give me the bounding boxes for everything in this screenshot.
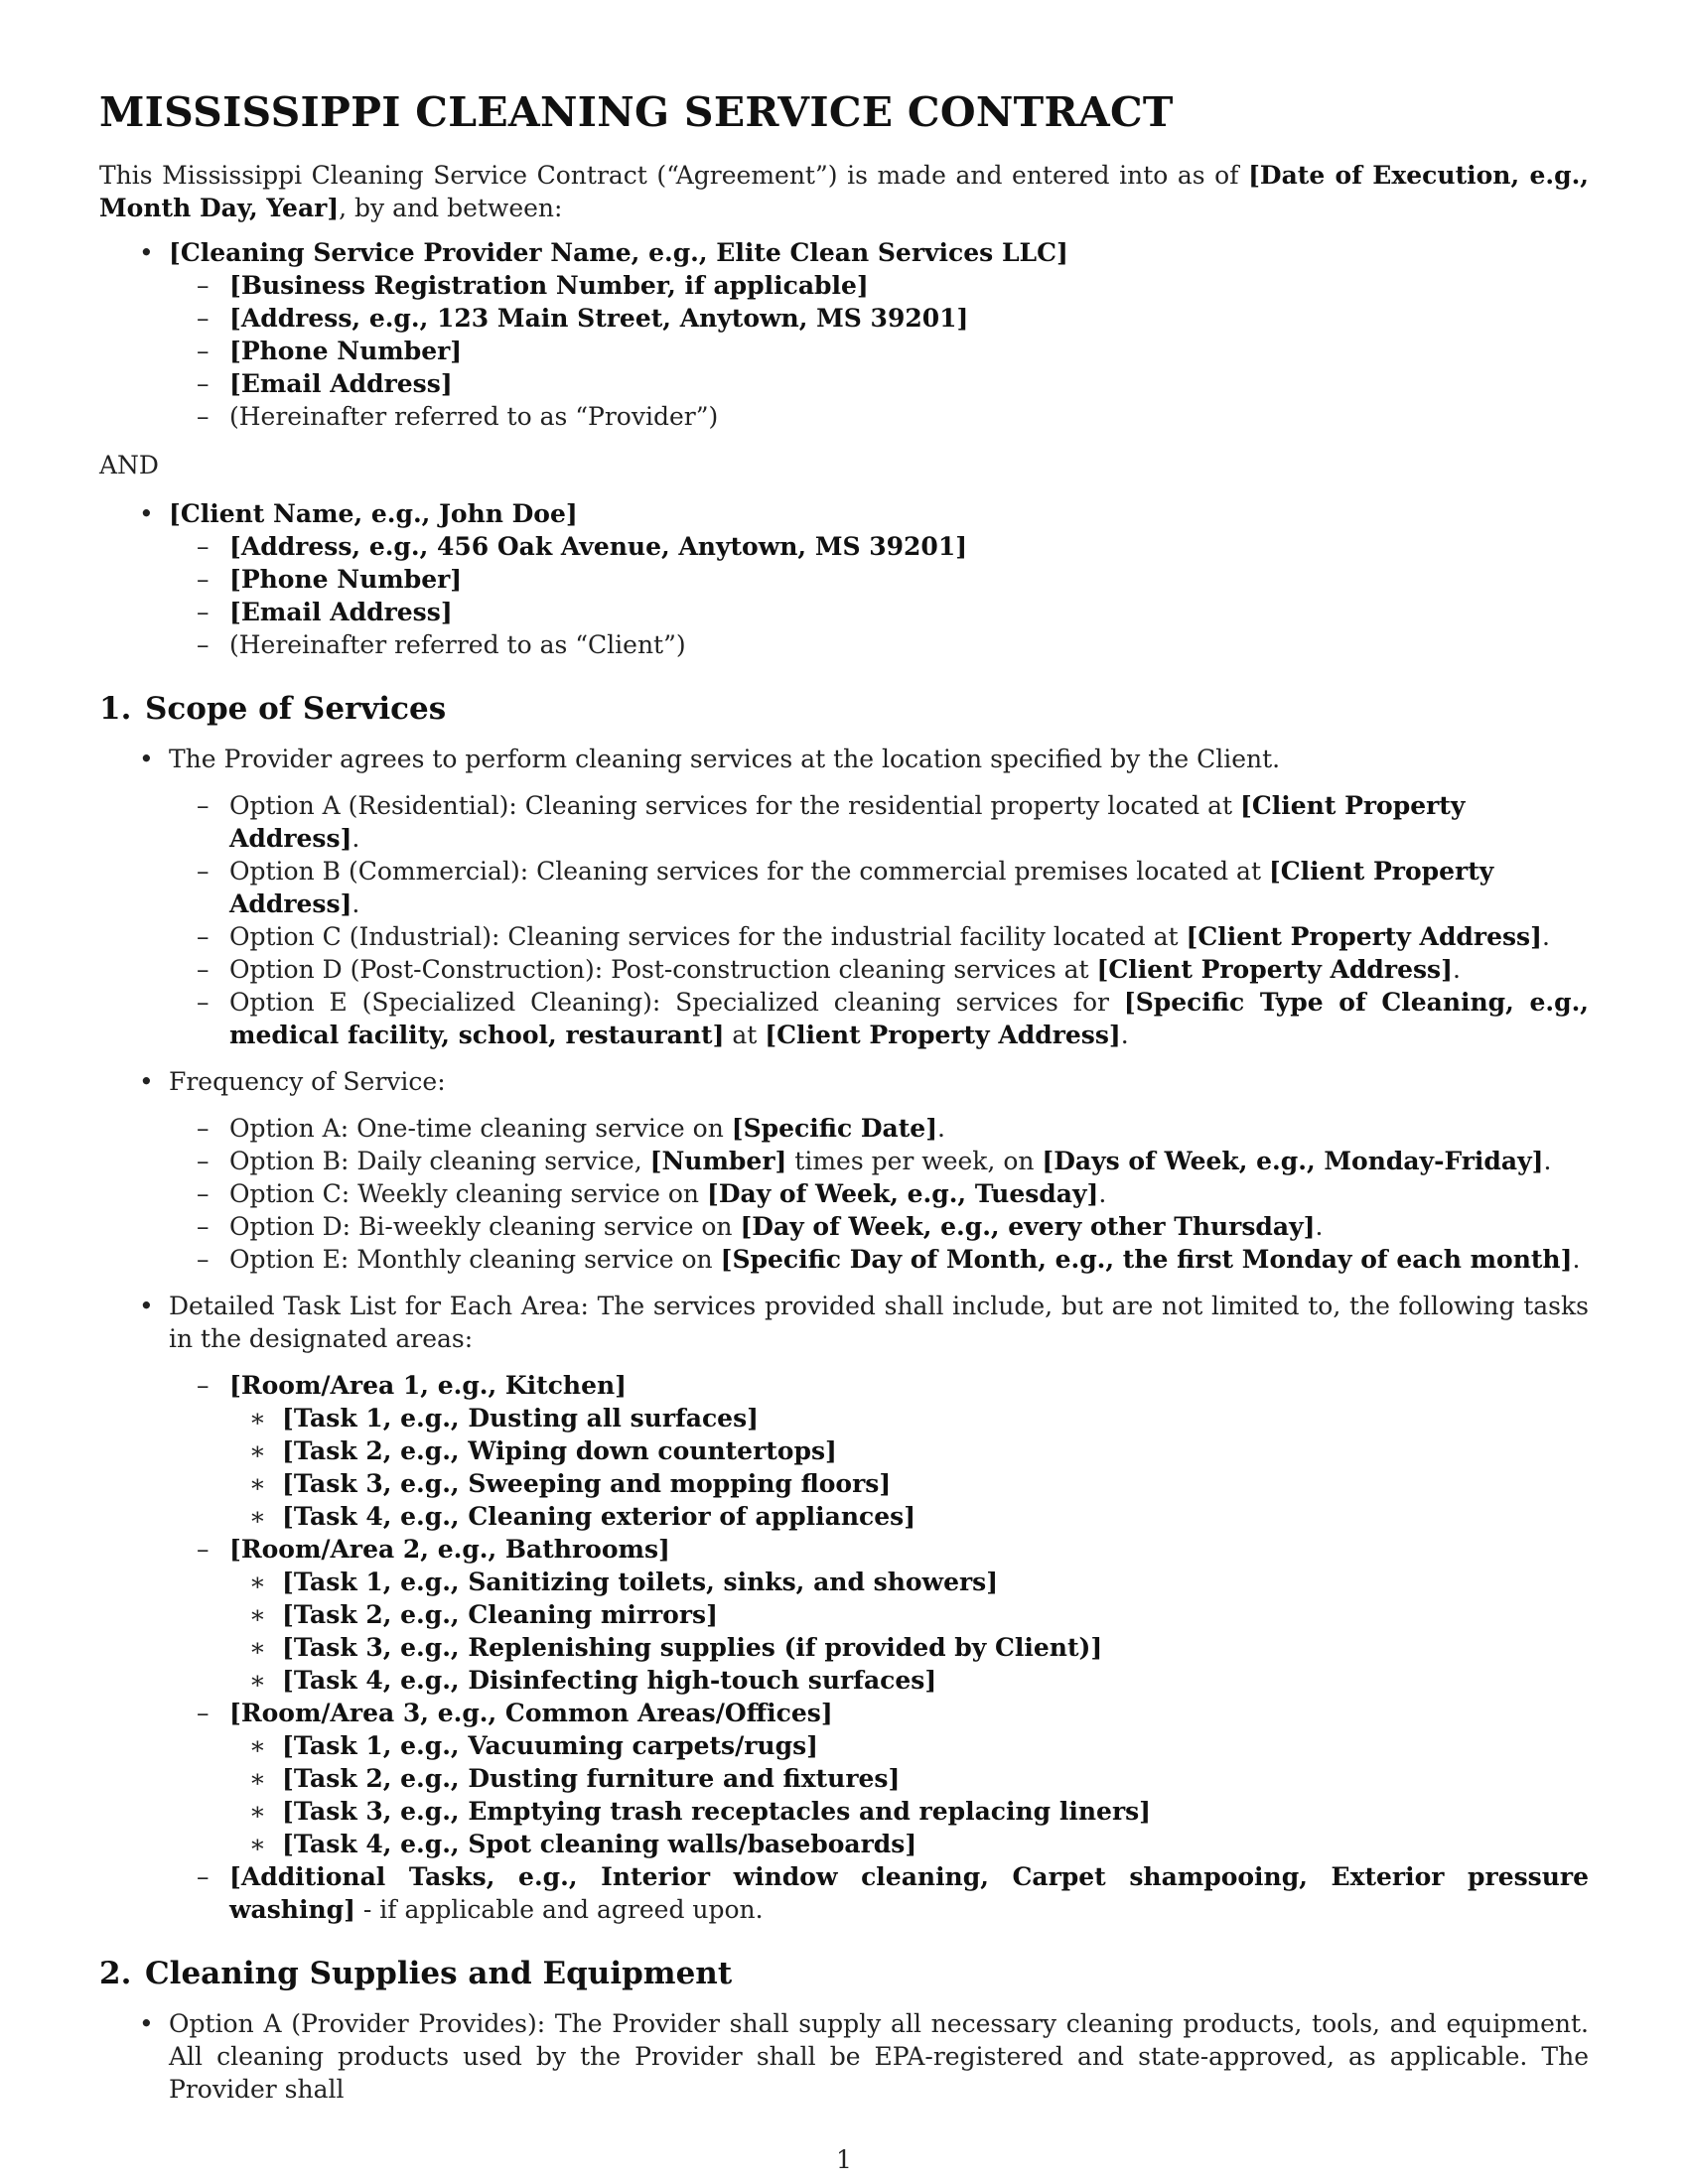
- location-option-c: [99, 920, 1589, 953]
- task-areas: [169, 1369, 1589, 1926]
- location-option-e: [99, 986, 1589, 1051]
- number-field: [Number]: [649, 1147, 787, 1175]
- option-text: Option E (Specialized Cleaning): Specialized cleaning services for: [229, 988, 1124, 1017]
- bullet-icon: •: [139, 1292, 154, 1320]
- frequency-option-a: [99, 1112, 1589, 1145]
- task-item: [99, 1795, 1589, 1828]
- intro-text: This Mississippi Cleaning Service Contract (“Agreement”) is made and entered into as of: [99, 161, 1249, 190]
- task-field: [Task 1, e.g., Vacuuming carpets/rugs]: [282, 1731, 818, 1760]
- client-details: [169, 530, 1589, 661]
- provider-detail: [99, 400, 1589, 433]
- area-task-list: [229, 1402, 1589, 1533]
- task-field: [Task 3, e.g., Emptying trash receptacles and replacing liners]: [282, 1797, 1152, 1826]
- provider-email-field: [Email Address]: [229, 369, 453, 398]
- task-field: [Task 4, e.g., Spot cleaning walls/baseboards]: [282, 1830, 917, 1858]
- task-field: [Task 3, e.g., Replenishing supplies (if provided by Client)]: [282, 1633, 1103, 1662]
- additional-tasks: [99, 1860, 1589, 1926]
- provider-alias: (Hereinafter referred to as “Provider”): [229, 402, 719, 431]
- dash-icon: –: [197, 1699, 210, 1727]
- section-title: Cleaning Supplies and Equipment: [145, 1956, 733, 1991]
- dash-icon: –: [197, 1114, 210, 1143]
- frequency-option-d: [99, 1210, 1589, 1243]
- star-icon: ∗: [249, 1404, 266, 1433]
- option-text: Option C: Weekly cleaning service on: [229, 1179, 707, 1208]
- section-heading-supplies: [99, 1954, 1589, 1993]
- task-field: [Task 1, e.g., Sanitizing toilets, sinks, and showers]: [282, 1568, 999, 1596]
- task-item: [99, 1762, 1589, 1795]
- period: .: [352, 889, 360, 918]
- star-icon: ∗: [249, 1436, 266, 1465]
- task-item: [99, 1598, 1589, 1631]
- option-text: times per week, on: [786, 1147, 1043, 1175]
- section-number: 1.: [99, 691, 132, 727]
- property-address-field: [Client Property Address]: [1186, 922, 1542, 951]
- client-alias: (Hereinafter referred to as “Client”): [229, 630, 686, 659]
- task-item: [99, 1664, 1589, 1697]
- document-page: [99, 87, 1589, 2106]
- client-detail: [99, 628, 1589, 661]
- bullet-icon: •: [139, 238, 154, 267]
- period: .: [1572, 1245, 1581, 1274]
- execution-date-field: [Date of Execution, e.g., Month Day, Year]: [99, 161, 1590, 222]
- task-field: [Task 1, e.g., Dusting all surfaces]: [282, 1404, 759, 1433]
- dash-icon: –: [197, 955, 210, 984]
- period: .: [1315, 1212, 1324, 1241]
- provider-block: [99, 236, 1589, 433]
- provider-registration-field: [Business Registration Number, if applicable]: [229, 271, 869, 300]
- option-text: Option A (Residential): Cleaning services for the residential property located at: [229, 791, 1241, 820]
- option-text: Option A: One-time cleaning service on: [229, 1114, 732, 1143]
- property-address-field: [Client Property Address]: [229, 791, 1466, 853]
- area-task-list: [229, 1729, 1589, 1860]
- provider-address-field: [Address, e.g., 123 Main Street, Anytown, MS 39201]: [229, 304, 969, 333]
- cleaning-type-field: [Specific Type of Cleaning, e.g., medical facility, school, restaurant]: [229, 988, 1589, 1049]
- dash-icon: –: [197, 857, 210, 886]
- dash-icon: –: [197, 1147, 210, 1175]
- client-detail: [99, 530, 1589, 563]
- dash-icon: –: [197, 1212, 210, 1241]
- task-item: [99, 1467, 1589, 1500]
- task-field: [Task 2, e.g., Wiping down countertops]: [282, 1436, 837, 1465]
- area-name-field: [Room/Area 1, e.g., Kitchen]: [229, 1371, 627, 1400]
- period: .: [1098, 1179, 1107, 1208]
- task-field: [Task 4, e.g., Disinfecting high-touch surfaces]: [282, 1666, 937, 1695]
- period: .: [1120, 1021, 1129, 1049]
- task-item: [99, 1402, 1589, 1434]
- client-name-field: [Client Name, e.g., John Doe]: [169, 499, 578, 528]
- bullet-icon: •: [139, 499, 154, 528]
- and-separator: AND: [99, 451, 159, 479]
- option-text: Option D: Bi-weekly cleaning service on: [229, 1212, 741, 1241]
- frequency-option-c: [99, 1177, 1589, 1210]
- dash-icon: –: [197, 1862, 210, 1891]
- property-address-field: [Client Property Address]: [229, 857, 1494, 918]
- supplies-option-a: [99, 2007, 1589, 2106]
- bullet-icon: •: [139, 1067, 154, 1096]
- dash-icon: –: [197, 1245, 210, 1274]
- task-area-2: [99, 1533, 1589, 1697]
- task-item: [99, 1828, 1589, 1860]
- task-item: [99, 1500, 1589, 1533]
- scope-item-frequency: [99, 1065, 1589, 1276]
- task-list-label: Detailed Task List for Each Area: The services provided shall include, but are not limited to, the following tasks in the designated areas:: [169, 1292, 1589, 1353]
- scope-lead-text: The Provider agrees to perform cleaning services at the location specified by the Client.: [169, 745, 1281, 773]
- task-field: [Task 3, e.g., Sweeping and mopping floors]: [282, 1469, 892, 1498]
- section-title: Scope of Services: [145, 691, 447, 727]
- period: .: [1452, 955, 1461, 984]
- scope-list: [99, 743, 1589, 1926]
- task-field: [Task 2, e.g., Dusting furniture and fixtures]: [282, 1764, 901, 1793]
- area-name-field: [Room/Area 2, e.g., Bathrooms]: [229, 1535, 670, 1564]
- client-address-field: [Address, e.g., 456 Oak Avenue, Anytown, MS 39201]: [229, 532, 968, 561]
- location-option-a: [99, 789, 1589, 855]
- option-text: Option B: Daily cleaning service,: [229, 1147, 650, 1175]
- task-area-3: [99, 1697, 1589, 1860]
- task-field: [Task 2, e.g., Cleaning mirrors]: [282, 1600, 718, 1629]
- star-icon: ∗: [249, 1830, 266, 1858]
- intro-paragraph: [99, 159, 1589, 224]
- client-phone-field: [Phone Number]: [229, 565, 463, 594]
- provider-name-field: [Cleaning Service Provider Name, e.g., Elite Clean Services LLC]: [169, 238, 1068, 267]
- bullet-icon: •: [139, 2009, 154, 2038]
- option-text: Option E: Monthly cleaning service on: [229, 1245, 721, 1274]
- period: .: [352, 824, 360, 853]
- dash-icon: –: [197, 988, 210, 1017]
- dash-icon: –: [197, 1371, 210, 1400]
- dash-icon: –: [197, 532, 210, 561]
- supplies-option-text: Option A (Provider Provides): The Provider shall supply all necessary cleaning products, tools, and equipment. All cleaning products used by the Provider shall be EPA-registered and state-approved, as applicable. The Provider shall: [169, 2009, 1589, 2104]
- period: .: [937, 1114, 945, 1143]
- star-icon: ∗: [249, 1502, 266, 1531]
- dash-icon: –: [197, 565, 210, 594]
- intro-text-end: , by and between:: [339, 194, 563, 222]
- option-text: Option B (Commercial): Cleaning services for the commercial premises located at: [229, 857, 1269, 886]
- client-item: [99, 497, 1589, 661]
- provider-phone-field: [Phone Number]: [229, 337, 463, 365]
- supplies-list: [99, 2007, 1589, 2106]
- dash-icon: –: [197, 791, 210, 820]
- period: .: [1541, 922, 1550, 951]
- task-item: [99, 1729, 1589, 1762]
- star-icon: ∗: [249, 1600, 266, 1629]
- period: .: [1543, 1147, 1552, 1175]
- location-option-b: [99, 855, 1589, 920]
- frequency-label: Frequency of Service:: [169, 1067, 446, 1096]
- area-task-list: [229, 1566, 1589, 1697]
- area-name-field: [Room/Area 3, e.g., Common Areas/Offices]: [229, 1699, 833, 1727]
- star-icon: ∗: [249, 1731, 266, 1760]
- frequency-option-e: [99, 1243, 1589, 1276]
- property-address-field: [Client Property Address]: [765, 1021, 1121, 1049]
- option-text: Option C (Industrial): Cleaning services for the industrial facility located at: [229, 922, 1187, 951]
- scope-item-location: [99, 743, 1589, 1051]
- specific-date-field: [Specific Date]: [731, 1114, 938, 1143]
- dash-icon: –: [197, 402, 210, 431]
- provider-details: [169, 269, 1589, 433]
- task-area-1: [99, 1369, 1589, 1533]
- client-email-field: [Email Address]: [229, 598, 453, 626]
- task-item: [99, 1566, 1589, 1598]
- dash-icon: –: [197, 630, 210, 659]
- document-title: MISSISSIPPI CLEANING SERVICE CONTRACT: [99, 88, 1174, 136]
- star-icon: ∗: [249, 1633, 266, 1662]
- dash-icon: –: [197, 304, 210, 333]
- task-field: [Task 4, e.g., Cleaning exterior of appliances]: [282, 1502, 916, 1531]
- provider-detail: [99, 269, 1589, 302]
- star-icon: ∗: [249, 1797, 266, 1826]
- dash-icon: –: [197, 598, 210, 626]
- day-of-week-field: [Day of Week, e.g., Tuesday]: [706, 1179, 1099, 1208]
- dash-icon: –: [197, 922, 210, 951]
- dash-icon: –: [197, 369, 210, 398]
- provider-detail: [99, 302, 1589, 335]
- additional-tasks-note: - if applicable and agreed upon.: [354, 1895, 764, 1924]
- task-item: [99, 1631, 1589, 1664]
- client-detail: [99, 563, 1589, 596]
- star-icon: ∗: [249, 1469, 266, 1498]
- section-number: 2.: [99, 1956, 132, 1991]
- dash-icon: –: [197, 1535, 210, 1564]
- star-icon: ∗: [249, 1666, 266, 1695]
- additional-tasks-field: [Additional Tasks, e.g., Interior window cleaning, Carpet shampooing, Exterior pressure washing]: [229, 1862, 1589, 1924]
- star-icon: ∗: [249, 1568, 266, 1596]
- frequency-options: [169, 1112, 1589, 1276]
- option-text: at: [724, 1021, 766, 1049]
- day-of-week-field: [Day of Week, e.g., every other Thursday]: [740, 1212, 1316, 1241]
- dash-icon: –: [197, 1179, 210, 1208]
- option-text: Option D (Post-Construction): Post-construction cleaning services at: [229, 955, 1097, 984]
- client-detail: [99, 596, 1589, 628]
- provider-detail: [99, 367, 1589, 400]
- provider-item: [99, 236, 1589, 433]
- day-of-month-field: [Specific Day of Month, e.g., the first Monday of each month]: [720, 1245, 1573, 1274]
- days-of-week-field: [Days of Week, e.g., Monday-Friday]: [1042, 1147, 1544, 1175]
- frequency-option-b: [99, 1145, 1589, 1177]
- section-heading-scope: [99, 689, 1589, 729]
- dash-icon: –: [197, 271, 210, 300]
- provider-detail: [99, 335, 1589, 367]
- location-option-d: [99, 953, 1589, 986]
- property-address-field: [Client Property Address]: [1096, 955, 1453, 984]
- location-options: [169, 789, 1589, 1051]
- bullet-icon: •: [139, 745, 154, 773]
- scope-item-tasks: [99, 1290, 1589, 1926]
- dash-icon: –: [197, 337, 210, 365]
- client-block: [99, 497, 1589, 661]
- star-icon: ∗: [249, 1764, 266, 1793]
- page-number: 1: [836, 2145, 852, 2174]
- task-item: [99, 1434, 1589, 1467]
